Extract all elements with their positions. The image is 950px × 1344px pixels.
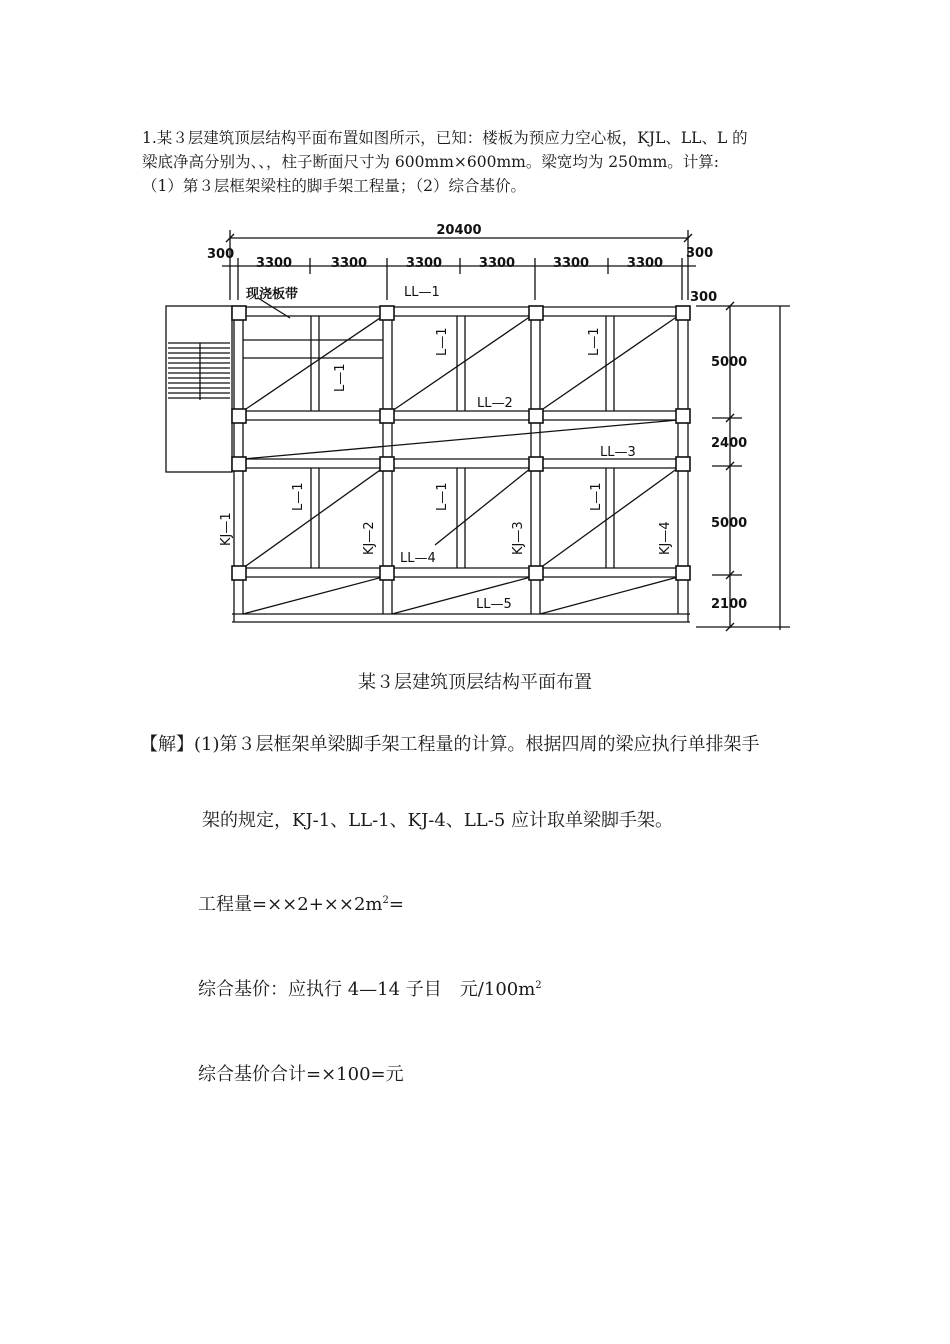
label-kj-3: KJ—3 — [511, 521, 526, 555]
dim-edge-right-top: 300 — [690, 290, 718, 305]
label-l1-a: L—1 — [333, 363, 348, 392]
label-slab-band: 现浇板带 — [246, 287, 299, 302]
solution-quantity: 工程量$=\times\times 2+\times\times 2m^2=$ — [198, 894, 404, 915]
label-ll-3: LL—3 — [600, 445, 636, 460]
dim-span-5: 3300 — [552, 256, 590, 271]
label-l1-c: L—1 — [587, 327, 602, 356]
label-kj-4: KJ—4 — [658, 521, 673, 555]
dim-span-3: 3300 — [405, 256, 443, 271]
label-ll-5: LL—5 — [476, 597, 512, 612]
unit-superscript: 2 — [535, 980, 542, 991]
unit-superscript: 2 — [382, 895, 389, 906]
label-l1-d: L—1 — [291, 482, 306, 511]
problem-line-3: （1）第３层框架梁柱的脚手架工程量；（2）综合基价。 — [142, 177, 526, 195]
solution-total: 综合基价合计=×100=元 — [198, 1064, 404, 1085]
solution-line-1: 【解】(1)第３层框架单梁脚手架工程量的计算。根据四周的梁应执行单排架手 — [140, 734, 760, 755]
label-ll-2: LL—2 — [477, 396, 513, 411]
structural-plan-drawing — [160, 218, 800, 638]
label-l1-f: L—1 — [589, 482, 604, 511]
dim-span-2: 3300 — [330, 256, 368, 271]
label-kj-1: KJ—1 — [219, 512, 234, 546]
problem-line-1: 1.某３层建筑顶层结构平面布置如图所示，已知：楼板为预应力空心板，KJL、LL、L 的 — [142, 129, 748, 147]
dim-edge-left: 300 — [207, 247, 235, 262]
dim-span-1: 3300 — [255, 256, 293, 271]
figure-caption: 某３层建筑顶层结构平面布置 — [358, 672, 592, 693]
label-ll-4: LL—4 — [400, 551, 436, 566]
solution-base-price-text: 综合基价：应执行 4—14 子目 元/100m — [198, 979, 536, 1000]
label-kj-2: KJ—2 — [362, 521, 377, 555]
problem-line-2: 梁底净高分别为、、，柱子断面尺寸为 600mm×600mm。梁宽均为 250mm。计算: — [142, 153, 720, 171]
dim-span-6: 3300 — [626, 256, 664, 271]
problem-statement — [142, 126, 748, 198]
dim-row-2: 2400 — [711, 436, 748, 451]
solution-base-price — [198, 975, 542, 1001]
label-l1-b: L—1 — [435, 327, 450, 356]
dim-span-4: 3300 — [478, 256, 516, 271]
dim-row-1: 5000 — [711, 355, 748, 370]
solution-line-2: 架的规定，KJ-1、LL-1、KJ-4、LL-5 应计取单梁脚手架。 — [202, 810, 673, 831]
dim-edge-right: 300 — [686, 246, 714, 261]
solution-quantity-text: 工程量=××2+××2m — [198, 894, 383, 915]
dim-total-width: 20400 — [436, 223, 482, 238]
dim-row-4: 2100 — [711, 597, 748, 612]
label-l1-e: L—1 — [435, 482, 450, 511]
label-ll-1: LL—1 — [404, 285, 440, 300]
dim-row-3: 5000 — [711, 516, 748, 531]
